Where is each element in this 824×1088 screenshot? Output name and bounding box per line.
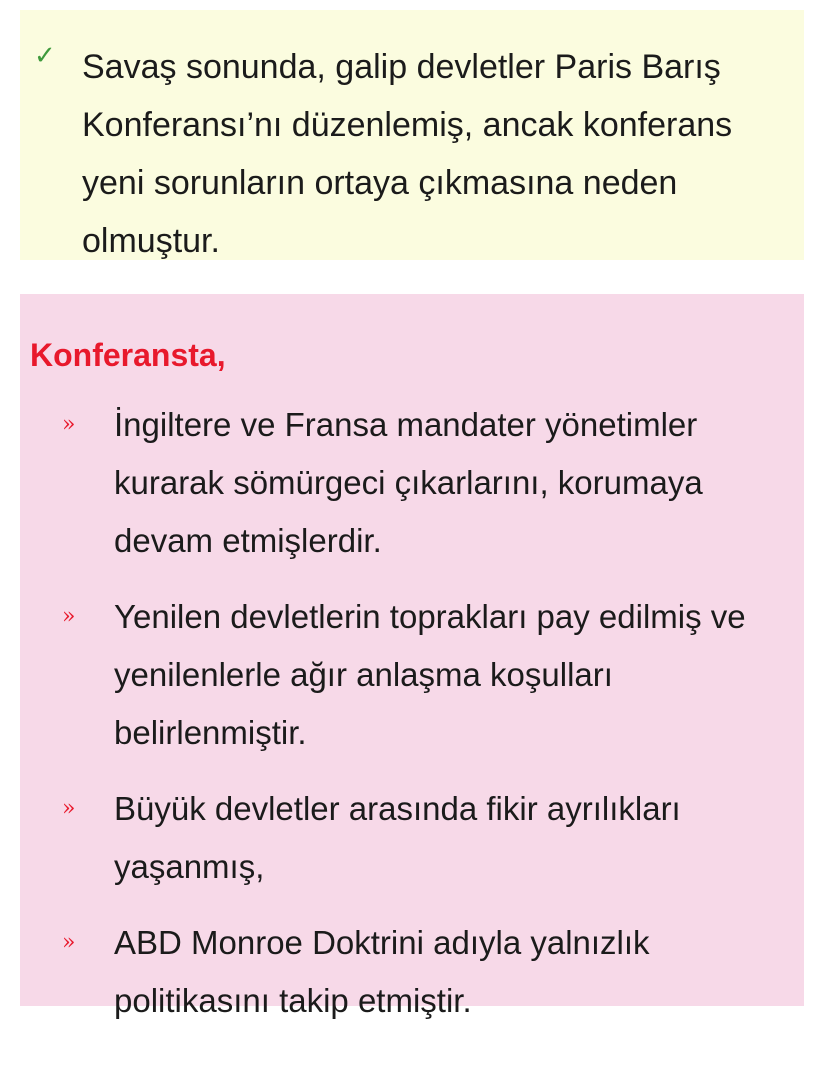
list-item-text: ABD Monroe Doktrini adıyla yalnızlık politikasını takip etmiştir. (114, 924, 650, 1019)
list-item-text: Yenilen devletlerin toprakları pay edilmiş ve yenilenlerle ağır anlaşma koşulları belirlenmiştir. (114, 598, 746, 751)
conference-info-box (20, 294, 804, 1019)
summary-note-text: Savaş sonunda, galip devletler Paris Barış Konferansı’nı düzenlemiş, ancak konferans yeni sorunların ortaya çıkmasına neden olmuştur. (82, 48, 733, 260)
list-item-text: Büyük devletler arasında fikir ayrılıkları yaşanmış, (114, 790, 681, 885)
double-chevron-icon: » (62, 412, 76, 437)
double-chevron-icon: » (62, 930, 76, 955)
conference-heading: Konferansta, (30, 337, 226, 373)
list-item (20, 396, 804, 570)
list-item (20, 588, 804, 762)
list-item (20, 914, 804, 1030)
double-chevron-icon: » (62, 604, 76, 629)
check-icon: ✓ (34, 41, 56, 71)
list-item (20, 780, 804, 896)
summary-note (20, 10, 804, 260)
double-chevron-icon: » (62, 796, 76, 821)
list-item-text: İngiltere ve Fransa mandater yönetimler kurarak sömürgeci çıkarlarını, korumaya devam etmişlerdir. (114, 406, 703, 559)
conference-outcomes-list (20, 396, 804, 1048)
